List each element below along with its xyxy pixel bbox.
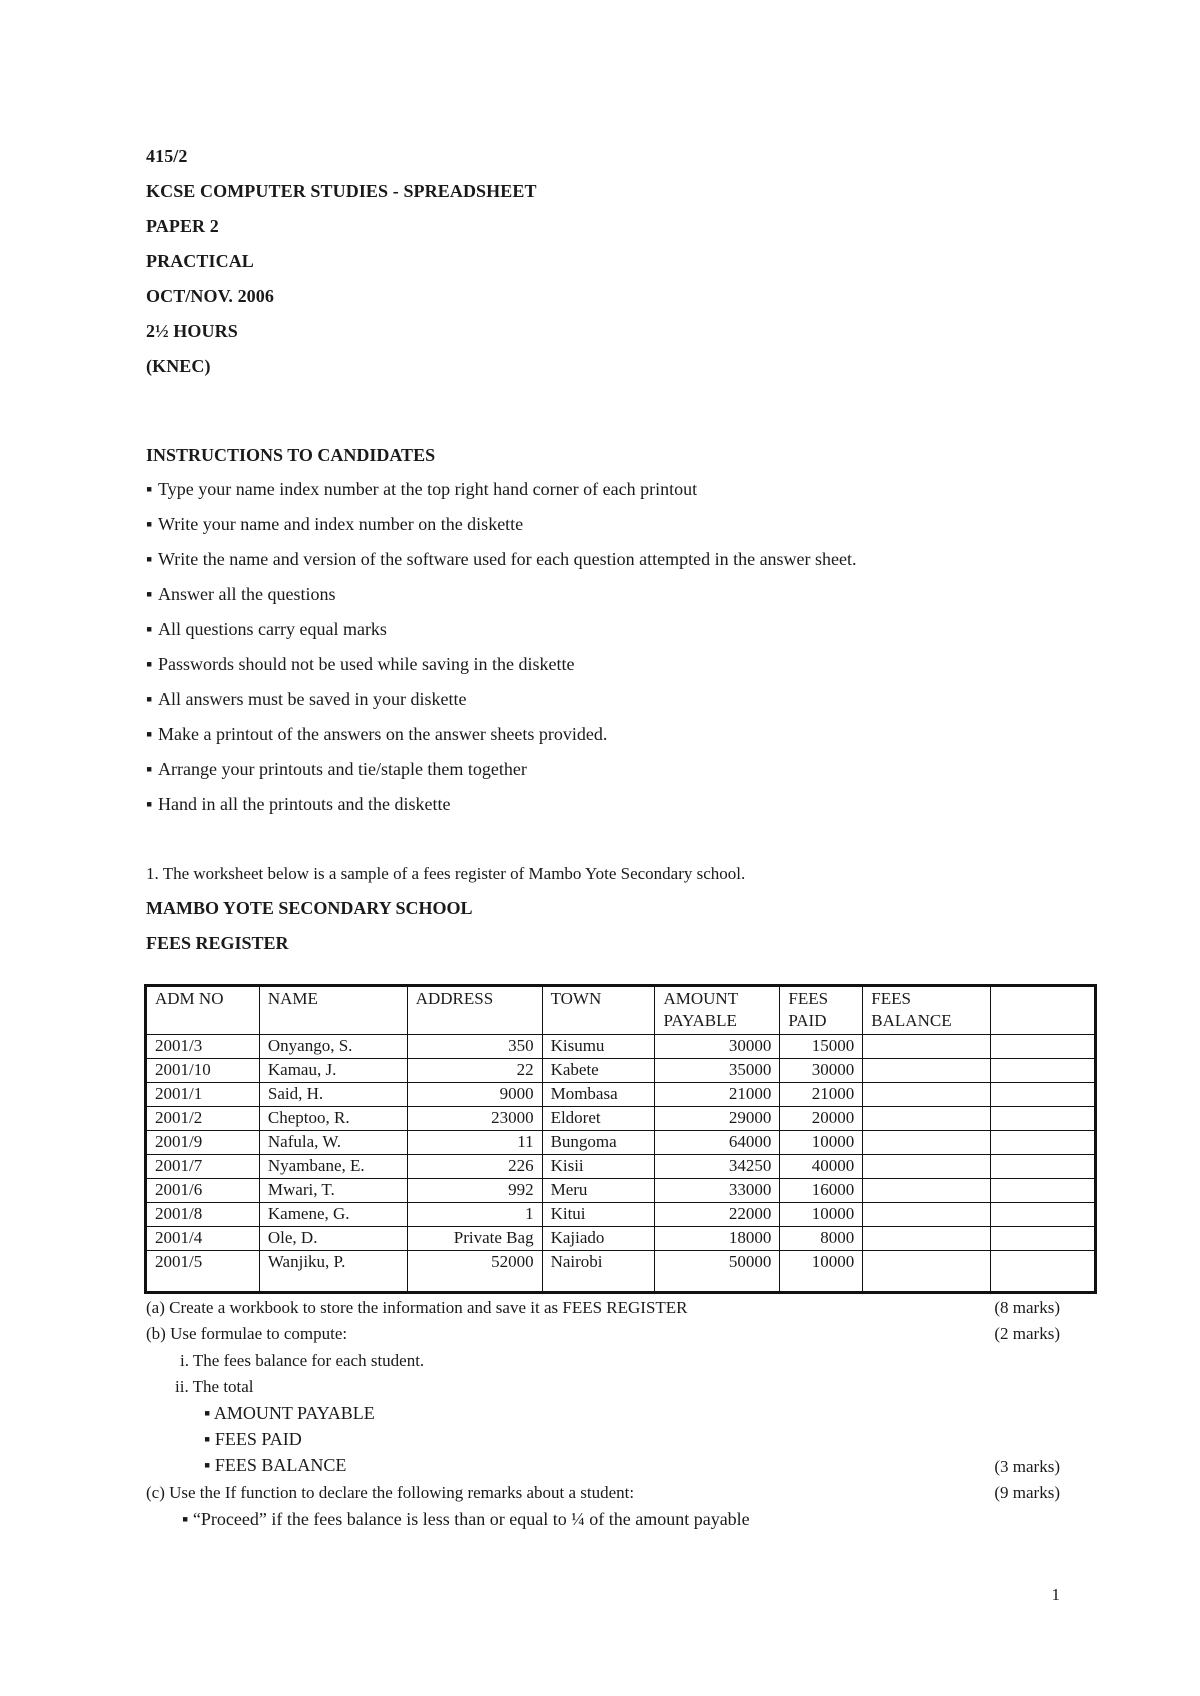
header-fees-paid: FEES PAID bbox=[780, 987, 863, 1035]
cell-extra bbox=[991, 1131, 1095, 1155]
instruction-item: ▪ Type your name index number at the top right hand corner of each printout bbox=[146, 479, 698, 499]
cell-extra bbox=[991, 1107, 1095, 1131]
fees-register-table bbox=[146, 986, 1095, 1292]
cell-town: Kisumu bbox=[542, 1035, 655, 1059]
cell-fees-balance bbox=[863, 1227, 991, 1251]
cell-name: Kamene, G. bbox=[259, 1203, 407, 1227]
exam-duration: 2½ HOURS bbox=[146, 321, 238, 341]
table-row bbox=[147, 1203, 1095, 1227]
cell-town: Bungoma bbox=[542, 1131, 655, 1155]
cell-amount-payable: 22000 bbox=[655, 1203, 780, 1227]
table-header-row bbox=[147, 987, 1095, 1035]
cell-address: 350 bbox=[407, 1035, 542, 1059]
table-row bbox=[147, 1035, 1095, 1059]
instruction-item: ▪ Answer all the questions bbox=[146, 584, 336, 604]
cell-amount-payable: 29000 bbox=[655, 1107, 780, 1131]
cell-fees-balance bbox=[863, 1179, 991, 1203]
cell-adm-no: 2001/10 bbox=[147, 1059, 260, 1083]
cell-town: Kitui bbox=[542, 1203, 655, 1227]
cell-address: 23000 bbox=[407, 1107, 542, 1131]
cell-fees-balance bbox=[863, 1155, 991, 1179]
total-amount-payable: ▪ AMOUNT PAYABLE bbox=[204, 1403, 375, 1423]
part-a-text: (a) Create a workbook to store the information and save it as FEES REGISTER bbox=[146, 1298, 688, 1317]
cell-amount-payable: 33000 bbox=[655, 1179, 780, 1203]
instruction-item: ▪ Write the name and version of the software used for each question attempted in the answer sheet. bbox=[146, 549, 857, 569]
cell-name: Kamau, J. bbox=[259, 1059, 407, 1083]
part-b-item-ii: ii. The total bbox=[175, 1377, 254, 1396]
cell-amount-payable: 34250 bbox=[655, 1155, 780, 1179]
cell-extra bbox=[991, 1251, 1095, 1292]
cell-address: 1 bbox=[407, 1203, 542, 1227]
cell-name: Onyango, S. bbox=[259, 1035, 407, 1059]
instruction-item: ▪ Write your name and index number on the diskette bbox=[146, 514, 524, 534]
cell-fees-paid: 8000 bbox=[780, 1227, 863, 1251]
cell-adm-no: 2001/7 bbox=[147, 1155, 260, 1179]
cell-name: Nafula, W. bbox=[259, 1131, 407, 1155]
header-name: NAME bbox=[259, 987, 407, 1035]
cell-town: Kajiado bbox=[542, 1227, 655, 1251]
cell-extra bbox=[991, 1083, 1095, 1107]
table-row bbox=[147, 1251, 1095, 1292]
table-row bbox=[147, 1107, 1095, 1131]
part-c-marks: (9 marks) bbox=[994, 1483, 1060, 1502]
table-row bbox=[147, 1059, 1095, 1083]
header-adm-no: ADM NO bbox=[147, 987, 260, 1035]
cell-extra bbox=[991, 1059, 1095, 1083]
cell-town: Eldoret bbox=[542, 1107, 655, 1131]
cell-extra bbox=[991, 1203, 1095, 1227]
cell-name: Ole, D. bbox=[259, 1227, 407, 1251]
cell-town: Kabete bbox=[542, 1059, 655, 1083]
paper-code: 415/2 bbox=[146, 146, 188, 166]
cell-town: Mombasa bbox=[542, 1083, 655, 1107]
table-row bbox=[147, 1083, 1095, 1107]
exam-board: (KNEC) bbox=[146, 356, 211, 376]
cell-town: Meru bbox=[542, 1179, 655, 1203]
cell-adm-no: 2001/3 bbox=[147, 1035, 260, 1059]
cell-adm-no: 2001/5 bbox=[147, 1251, 260, 1292]
table-row bbox=[147, 1227, 1095, 1251]
cell-fees-paid: 10000 bbox=[780, 1203, 863, 1227]
cell-name: Cheptoo, R. bbox=[259, 1107, 407, 1131]
cell-adm-no: 2001/1 bbox=[147, 1083, 260, 1107]
header-address: ADDRESS bbox=[407, 987, 542, 1035]
cell-fees-balance bbox=[863, 1059, 991, 1083]
cell-extra bbox=[991, 1179, 1095, 1203]
cell-amount-payable: 21000 bbox=[655, 1083, 780, 1107]
part-a-marks: (8 marks) bbox=[994, 1298, 1060, 1317]
cell-extra bbox=[991, 1155, 1095, 1179]
header-extra bbox=[991, 987, 1095, 1035]
cell-amount-payable: 35000 bbox=[655, 1059, 780, 1083]
cell-fees-paid: 10000 bbox=[780, 1251, 863, 1292]
instructions-title: INSTRUCTIONS TO CANDIDATES bbox=[146, 445, 436, 465]
cell-fees-paid: 20000 bbox=[780, 1107, 863, 1131]
cell-fees-paid: 40000 bbox=[780, 1155, 863, 1179]
cell-fees-balance bbox=[863, 1203, 991, 1227]
cell-address: 226 bbox=[407, 1155, 542, 1179]
cell-adm-no: 2001/8 bbox=[147, 1203, 260, 1227]
paper-title: KCSE COMPUTER STUDIES - SPREADSHEET bbox=[146, 181, 537, 201]
part-c-text: (c) Use the If function to declare the following remarks about a student: bbox=[146, 1483, 635, 1502]
header-town: TOWN bbox=[542, 987, 655, 1035]
cell-fees-balance bbox=[863, 1083, 991, 1107]
exam-date: OCT/NOV. 2006 bbox=[146, 286, 274, 306]
paper-type: PRACTICAL bbox=[146, 251, 254, 271]
cell-name: Wanjiku, P. bbox=[259, 1251, 407, 1292]
instructions-list bbox=[146, 478, 857, 828]
register-title: FEES REGISTER bbox=[146, 933, 289, 953]
cell-fees-balance bbox=[863, 1107, 991, 1131]
instruction-item: ▪ Arrange your printouts and tie/staple them together bbox=[146, 759, 527, 779]
cell-fees-paid: 10000 bbox=[780, 1131, 863, 1155]
school-name: MAMBO YOTE SECONDARY SCHOOL bbox=[146, 898, 473, 918]
instruction-item: ▪ All questions carry equal marks bbox=[146, 619, 387, 639]
cell-fees-balance bbox=[863, 1035, 991, 1059]
cell-town: Kisii bbox=[542, 1155, 655, 1179]
cell-adm-no: 2001/6 bbox=[147, 1179, 260, 1203]
cell-adm-no: 2001/4 bbox=[147, 1227, 260, 1251]
cell-address: 11 bbox=[407, 1131, 542, 1155]
part-b-marks: (2 marks) bbox=[994, 1324, 1060, 1343]
cell-address: 22 bbox=[407, 1059, 542, 1083]
paper-number: PAPER 2 bbox=[146, 216, 219, 236]
cell-amount-payable: 50000 bbox=[655, 1251, 780, 1292]
cell-name: Said, H. bbox=[259, 1083, 407, 1107]
cell-address: Private Bag bbox=[407, 1227, 542, 1251]
cell-address: 992 bbox=[407, 1179, 542, 1203]
cell-amount-payable: 18000 bbox=[655, 1227, 780, 1251]
cell-fees-paid: 30000 bbox=[780, 1059, 863, 1083]
cell-adm-no: 2001/9 bbox=[147, 1131, 260, 1155]
cell-fees-balance bbox=[863, 1131, 991, 1155]
cell-extra bbox=[991, 1035, 1095, 1059]
part-c-item-1: ▪ “Proceed” if the fees balance is less than or equal to ¼ of the amount payable bbox=[182, 1509, 750, 1529]
cell-amount-payable: 64000 bbox=[655, 1131, 780, 1155]
instruction-item: ▪ Make a printout of the answers on the answer sheets provided. bbox=[146, 724, 608, 744]
header-fees-balance: FEES BALANCE bbox=[863, 987, 991, 1035]
cell-fees-paid: 15000 bbox=[780, 1035, 863, 1059]
total-fees-paid: ▪ FEES PAID bbox=[204, 1429, 302, 1449]
cell-fees-paid: 16000 bbox=[780, 1179, 863, 1203]
instruction-item: ▪ Hand in all the printouts and the diskette bbox=[146, 794, 451, 814]
cell-adm-no: 2001/2 bbox=[147, 1107, 260, 1131]
part-b-text: (b) Use formulae to compute: bbox=[146, 1324, 348, 1343]
question-1-intro: 1. The worksheet below is a sample of a fees register of Mambo Yote Secondary school. bbox=[146, 864, 746, 883]
cell-address: 52000 bbox=[407, 1251, 542, 1292]
cell-name: Mwari, T. bbox=[259, 1179, 407, 1203]
part-b-total-marks: (3 marks) bbox=[994, 1457, 1060, 1476]
table-row bbox=[147, 1155, 1095, 1179]
table-row bbox=[147, 1179, 1095, 1203]
cell-extra bbox=[991, 1227, 1095, 1251]
part-b-item-i: i. The fees balance for each student. bbox=[180, 1351, 425, 1370]
cell-name: Nyambane, E. bbox=[259, 1155, 407, 1179]
total-fees-balance: ▪ FEES BALANCE bbox=[204, 1455, 347, 1475]
instruction-item: ▪ All answers must be saved in your diskette bbox=[146, 689, 467, 709]
cell-fees-balance bbox=[863, 1251, 991, 1292]
page-number: 1 bbox=[1051, 1585, 1060, 1604]
cell-town: Nairobi bbox=[542, 1251, 655, 1292]
header-amount-payable: AMOUNT PAYABLE bbox=[655, 987, 780, 1035]
cell-address: 9000 bbox=[407, 1083, 542, 1107]
table-row bbox=[147, 1131, 1095, 1155]
instruction-item: ▪ Passwords should not be used while saving in the diskette bbox=[146, 654, 575, 674]
cell-amount-payable: 30000 bbox=[655, 1035, 780, 1059]
cell-fees-paid: 21000 bbox=[780, 1083, 863, 1107]
